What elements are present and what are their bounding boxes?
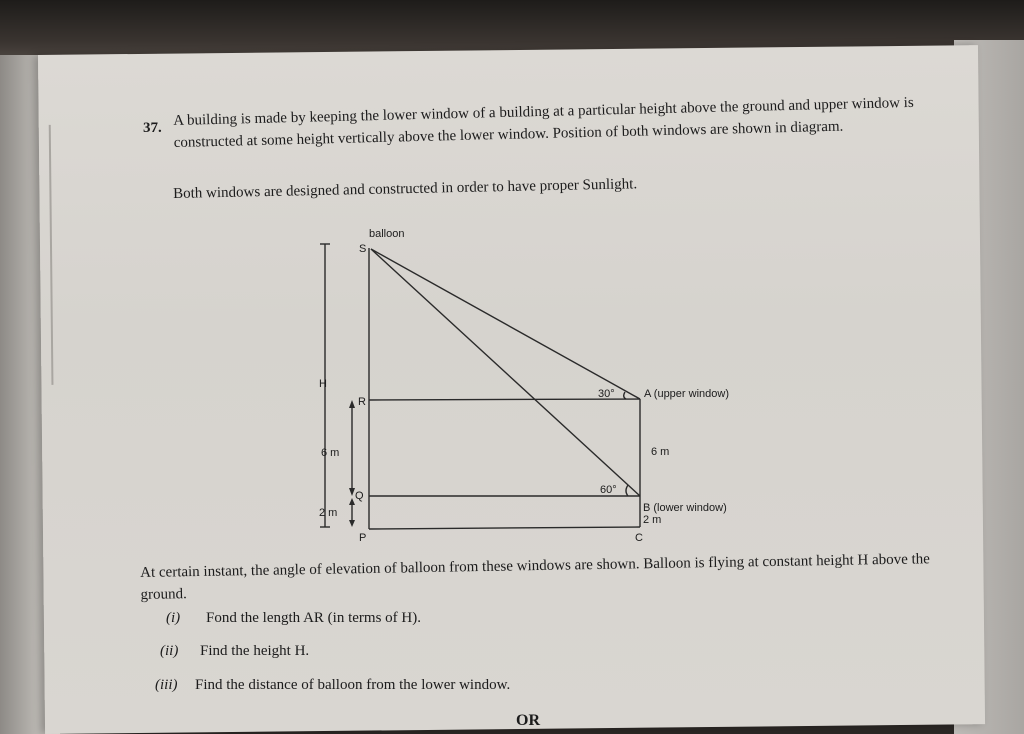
subquestion-text: Find the distance of balloon from the lower window. [195, 677, 511, 693]
subquestion-text: Fond the length AR (in terms of H). [206, 610, 421, 626]
label-point-c: C [635, 532, 643, 544]
label-point-r: R [358, 396, 366, 408]
subquestion-number: (iii) [155, 677, 178, 693]
scenario-description: At certain instant, the angle of elevation of balloon from these windows are shown. Balloon is flying at constant height H above the ground. [140, 551, 931, 603]
or-separator: OR [516, 712, 540, 729]
ground-line-pc [369, 527, 640, 529]
question-number: 37. [143, 120, 162, 136]
label-upper-window: A (upper window) [644, 388, 729, 400]
sight-line-sb [371, 249, 640, 496]
subquestion-text: Find the height H. [200, 643, 310, 659]
label-right-6m: 6 m [651, 446, 670, 458]
subquestion-item [160, 643, 309, 660]
sight-line-sa [371, 249, 640, 399]
angle-arc-60 [626, 485, 628, 496]
label-right-2m: 2 m [643, 514, 662, 526]
subquestion-number: (ii) [160, 643, 179, 659]
question-text: A building is made by keeping the lower window of a building at a particular height above the ground and upper window is constructed at some height vertically above the lower window. Position of both windows are shown in diagram. [173, 94, 914, 151]
question-subtext: Both windows are designed and constructed in order to have proper Sunlight. [173, 176, 638, 202]
subquestion-number: (i) [166, 610, 181, 626]
label-point-p: P [359, 532, 367, 544]
angle-arc-30 [624, 392, 626, 399]
subquestion-item [166, 610, 421, 627]
label-point-q: Q [355, 490, 364, 502]
label-lower-window: B (lower window) [643, 502, 727, 514]
subquestion-item [155, 677, 510, 694]
label-angle-60: 60° [600, 484, 617, 496]
label-height-h: H [319, 378, 327, 390]
label-left-6m: 6 m [321, 447, 340, 459]
label-point-s: S [359, 243, 367, 255]
label-angle-30: 30° [598, 388, 615, 400]
label-balloon: balloon [369, 228, 405, 240]
label-left-2m: 2 m [319, 507, 338, 519]
